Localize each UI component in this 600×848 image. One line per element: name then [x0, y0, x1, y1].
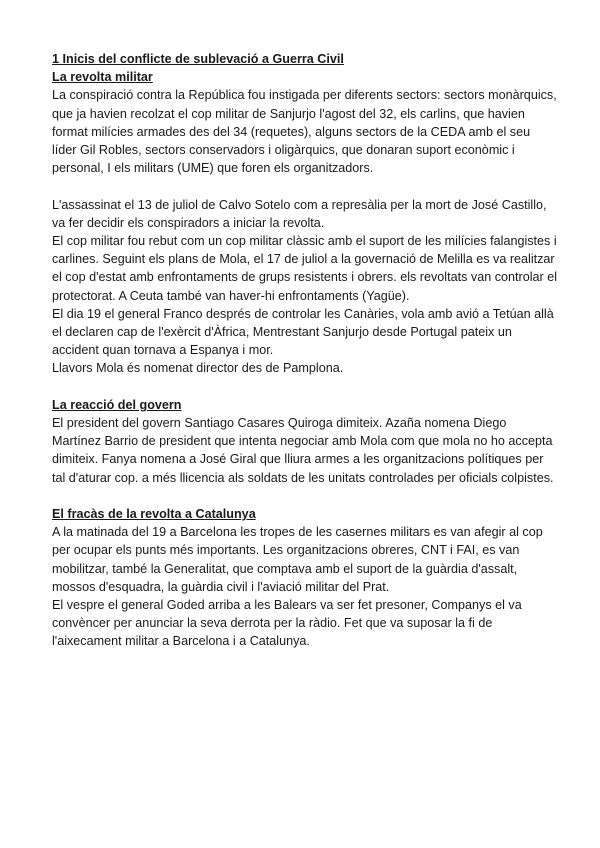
section-fracas-catalunya [52, 505, 557, 651]
document-page [52, 50, 557, 651]
section-gap [52, 487, 557, 505]
paragraph: El cop militar fou rebut com un cop militar clàssic amb el suport de les milícies falangistes i carlines. Seguint els plans de Mola, el 17 de juliol a la governació de Melilla es va realitzar el cop d'estat amb enfrontaments de grups resistents i obrers. els revoltats van controlar el protectorat. A Ceuta també van haver-hi enfrontaments (Yagüe). [52, 234, 558, 303]
paragraph: L'assassinat el 13 de juliol de Calvo Sotelo com a represàlia per la mort de José Castillo, va fer decidir els conspiradors a iniciar la revolta. [52, 197, 547, 230]
paragraph: La conspiració contra la República fou instigada per diferents sectors: sectors monàrquics, que ja havien recolzat el cop militar de Sanjurjo l'agost del 32, els carlins, que havien format milícies armades des del 34 (requetes), alguns sectors de la CEDA amb el seu líder Gil Robles, sectors conservadors i oligàrquics, que donaran suport econòmic i personal, I els militars (UME) que foren els organitzadors. [52, 88, 557, 176]
paragraph: El president del govern Santiago Casares Quiroga dimiteix. Azaña nomena Diego Martínez Barrio de president que intenta negociar amb Mola com que mola no ho accepta dimiteix. Fanya nomena a José Giral que lliura armes a les organitzacions polítiques per tal d'aturar cop. a més llicencia als soldats de les unitats controlades per oficials colpistes. [52, 416, 554, 485]
paragraph: A la matinada del 19 a Barcelona les tropes de les casernes militars es van afegir al cop per ocupar els punts més importants. Les organitzacions obreres, CNT i FAI, es van mobilitzar, també la Generalitat, que comptava amb el suport de la guàrdia d'assalt, mossos d'esquadra, la guàrdia civil i l'aviació militar del Prat. [52, 525, 543, 594]
section-heading: El fracàs de la revolta a Catalunya [52, 507, 256, 522]
document-title: 1 Inicis del conflicte de sublevació a Guerra Civil [52, 52, 344, 66]
section-reaccio-govern [52, 396, 557, 487]
paragraph: El vespre el general Goded arriba a les Balears va ser fet presoner, Companys el va convèncer per anunciar la seva derrota per la ràdio. Fet que va suposar la fi de l'aixecament militar a Barcelona i a Catalunya. [52, 598, 522, 649]
paragraph: Llavors Mola és nomenat director des de Pamplona. [52, 361, 344, 376]
paragraph: El dia 19 el general Franco després de controlar les Canàries, vola amb avió a Tetúan allà el declaren cap de l'exèrcit d'Àfrica, Mentrestant Sanjurjo desde Portugal pateix un accident quan tornava a Espanya i mor. [52, 306, 554, 358]
paragraph-gap [52, 177, 557, 195]
section-heading: La reacció del govern [52, 397, 182, 412]
section-heading: La revolta militar [52, 70, 153, 85]
section-gap [52, 378, 557, 396]
section-revolta-militar [52, 68, 557, 377]
